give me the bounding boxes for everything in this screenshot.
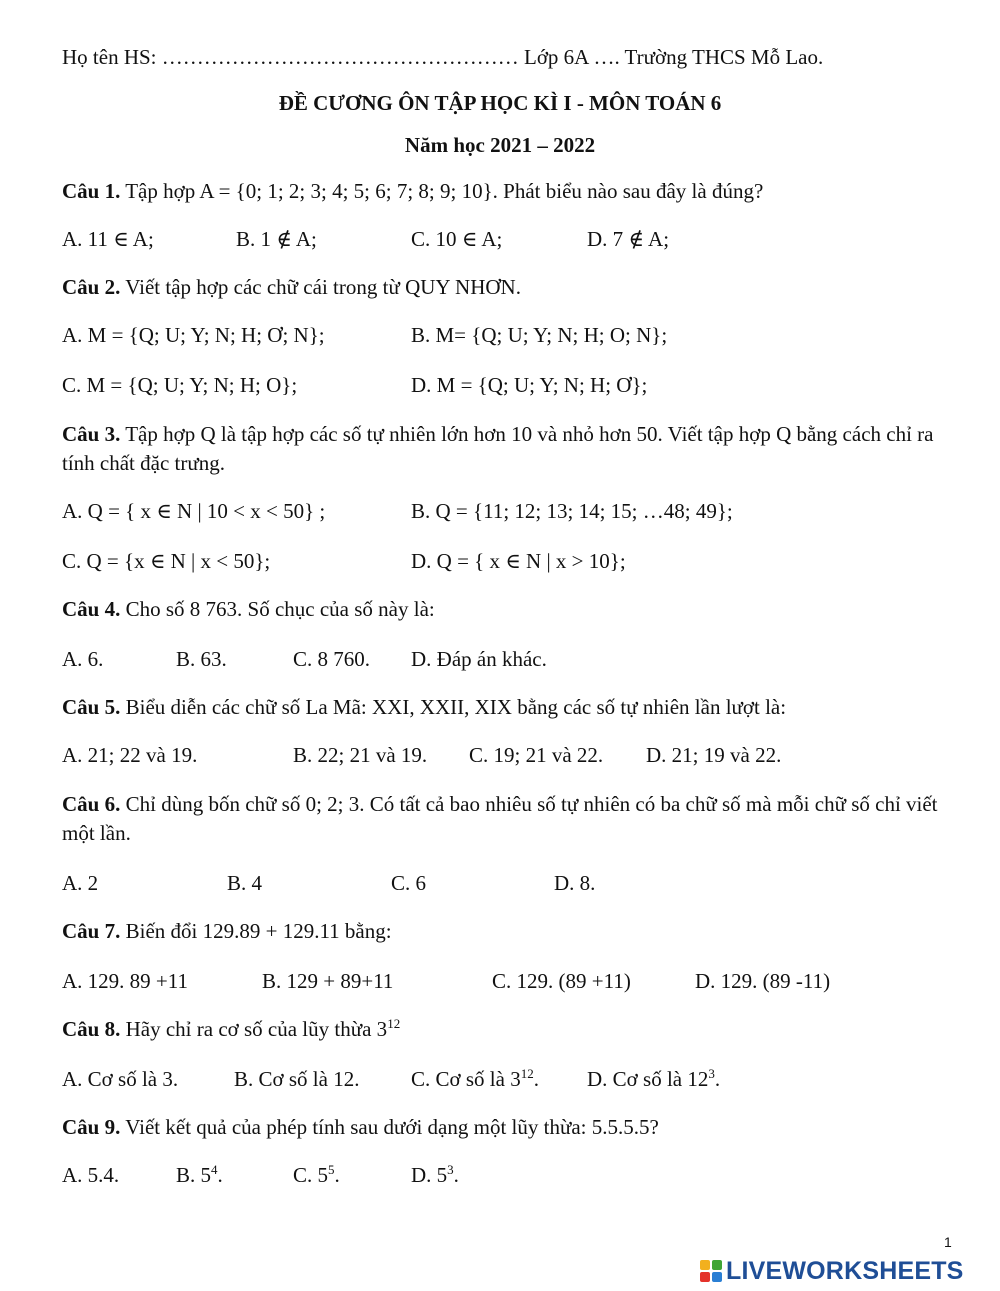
option-a[interactable]: A. M = {Q; U; Y; N; H; Ơ; N}; <box>62 323 325 347</box>
question-label: Câu 7. <box>62 919 121 943</box>
question-text: Tập hợp A = {0; 1; 2; 3; 4; 5; 6; 7; 8; 9; 10}. Phát biểu nào sau đây là đúng? <box>120 179 764 203</box>
question-9 <box>62 1114 659 1140</box>
option-text: D. 5 <box>411 1163 448 1187</box>
option-d[interactable]: D. 7 ∉ A; <box>587 227 670 251</box>
option-a[interactable]: A. Cơ số là 3. <box>62 1067 179 1091</box>
option-c[interactable]: C. Q = {x ∈ N | x < 50}; <box>62 549 271 573</box>
question-3 <box>62 420 952 478</box>
option-text: C. Cơ số là 3 <box>411 1067 521 1091</box>
option-b[interactable]: B. Q = {11; 12; 13; 14; 15; …48; 49}; <box>411 499 733 523</box>
option-a[interactable]: A. 129. 89 +11 <box>62 969 188 993</box>
question-1 <box>62 178 763 204</box>
option-text: C. 5 <box>293 1163 329 1187</box>
logo-icon <box>700 1260 722 1282</box>
document-title: ĐỀ CƯƠNG ÔN TẬP HỌC KÌ I - MÔN TOÁN 6 <box>278 91 722 115</box>
option-b[interactable]: B. 129 + 89+11 <box>262 969 394 993</box>
question-7 <box>62 918 392 944</box>
option-b[interactable]: B. $5^4$. <box>176 1162 223 1187</box>
exponent: 12 <box>387 1016 401 1031</box>
question-text: Biến đổi 129.89 + 129.11 bằng: <box>120 919 392 943</box>
option-c[interactable]: C. 129. (89 +11) <box>492 969 631 993</box>
option-a[interactable]: A. 11 ∈ A; <box>62 227 154 251</box>
option-text: B. 5 <box>176 1163 212 1187</box>
option-d[interactable]: D. Cơ số là $12^3$. <box>587 1066 721 1091</box>
question-text: Biểu diễn các chữ số La Mã: XXI, XXII, XIX bằng các số tự nhiên lần lượt là: <box>120 695 787 719</box>
option-b[interactable]: B. 63. <box>176 647 227 671</box>
option-a[interactable]: A. 21; 22 và 19. <box>62 743 198 767</box>
option-c[interactable]: C. 10 ∈ A; <box>411 227 503 251</box>
option-d[interactable]: D. Đáp án khác. <box>411 647 547 671</box>
question-6 <box>62 790 952 848</box>
question-label: Câu 6. <box>62 792 121 816</box>
question-text: Cho số 8 763. Số chục của số này là: <box>120 597 435 621</box>
question-text: Viết tập hợp các chữ cái trong từ QUY NHƠN. <box>120 275 521 299</box>
question-text: Hãy chỉ ra cơ số của lũy thừa 3 <box>120 1017 388 1041</box>
option-b[interactable]: B. 22; 21 và 19. <box>293 743 428 767</box>
question-label: Câu 9. <box>62 1115 121 1139</box>
question-label: Câu 4. <box>62 597 121 621</box>
option-a[interactable]: A. 5.4. <box>62 1163 120 1187</box>
question-4 <box>62 596 435 622</box>
school-year: Năm học 2021 – 2022 <box>404 133 596 157</box>
question-label: Câu 5. <box>62 695 121 719</box>
logo-text: LIVEWORKSHEETS <box>726 1256 964 1285</box>
option-d[interactable]: D. M = {Q; U; Y; N; H; Ơ}; <box>411 373 648 397</box>
question-text: Viết kết quả của phép tính sau dưới dạng một lũy thừa: 5.5.5.5? <box>120 1115 659 1139</box>
question-5 <box>62 694 786 720</box>
option-d[interactable]: D. 21; 19 và 22. <box>646 743 782 767</box>
exponent: 3 <box>447 1162 454 1177</box>
option-c[interactable]: C. M = {Q; U; Y; N; H; O}; <box>62 373 298 397</box>
option-c[interactable]: C. Cơ số là $3^{12}$. <box>411 1066 539 1091</box>
option-b[interactable]: B. M= {Q; U; Y; N; H; O; N}; <box>411 323 668 347</box>
option-d[interactable]: D. 8. <box>554 871 596 895</box>
option-c[interactable]: C. 6 <box>391 871 427 895</box>
liveworksheets-logo <box>700 1256 964 1286</box>
exponent: 5 <box>328 1162 335 1177</box>
option-d[interactable]: D. $5^3$. <box>411 1162 459 1187</box>
student-info-line: Họ tên HS: …………………………………………… Lớp 6A …. Trường THCS Mỗ Lao. <box>62 45 824 69</box>
question-label: Câu 1. <box>62 179 121 203</box>
exponent: 4 <box>211 1162 218 1177</box>
option-b[interactable]: B. Cơ số là 12. <box>234 1067 360 1091</box>
exponent: 12 <box>520 1066 534 1081</box>
exponent: 3 <box>708 1066 715 1081</box>
option-b[interactable]: B. 4 <box>227 871 263 895</box>
option-c[interactable]: C. 8 760. <box>293 647 371 671</box>
option-a[interactable]: A. 6. <box>62 647 104 671</box>
option-b[interactable]: B. 1 ∉ A; <box>236 227 317 251</box>
option-c[interactable]: C. $5^5$. <box>293 1162 340 1187</box>
question-label: Câu 3. <box>62 422 121 446</box>
question-8 <box>62 1016 400 1042</box>
page-number: 1 <box>944 1234 952 1250</box>
question-text: Tập hợp Q là tập hợp các số tự nhiên lớn hơn 10 và nhỏ hơn 50. Viết tập hợp Q bằng cách chỉ ra tính chất đặc trưng. <box>62 422 934 475</box>
option-a[interactable]: A. Q = { x ∈ N | 10 < x < 50} ; <box>62 499 326 523</box>
option-c[interactable]: C. 19; 21 và 22. <box>469 743 604 767</box>
question-label: Câu 2. <box>62 275 121 299</box>
option-d[interactable]: D. Q = { x ∈ N | x > 10}; <box>411 549 626 573</box>
option-a[interactable]: A. 2 <box>62 871 99 895</box>
question-label: Câu 8. <box>62 1017 121 1041</box>
question-text: Chỉ dùng bốn chữ số 0; 2; 3. Có tất cả bao nhiêu số tự nhiên có ba chữ số mà mỗi chữ số chỉ viết một lần. <box>62 792 938 845</box>
question-2 <box>62 274 521 300</box>
option-text: D. Cơ số là 12 <box>587 1067 709 1091</box>
option-d[interactable]: D. 129. (89 -11) <box>695 969 831 993</box>
